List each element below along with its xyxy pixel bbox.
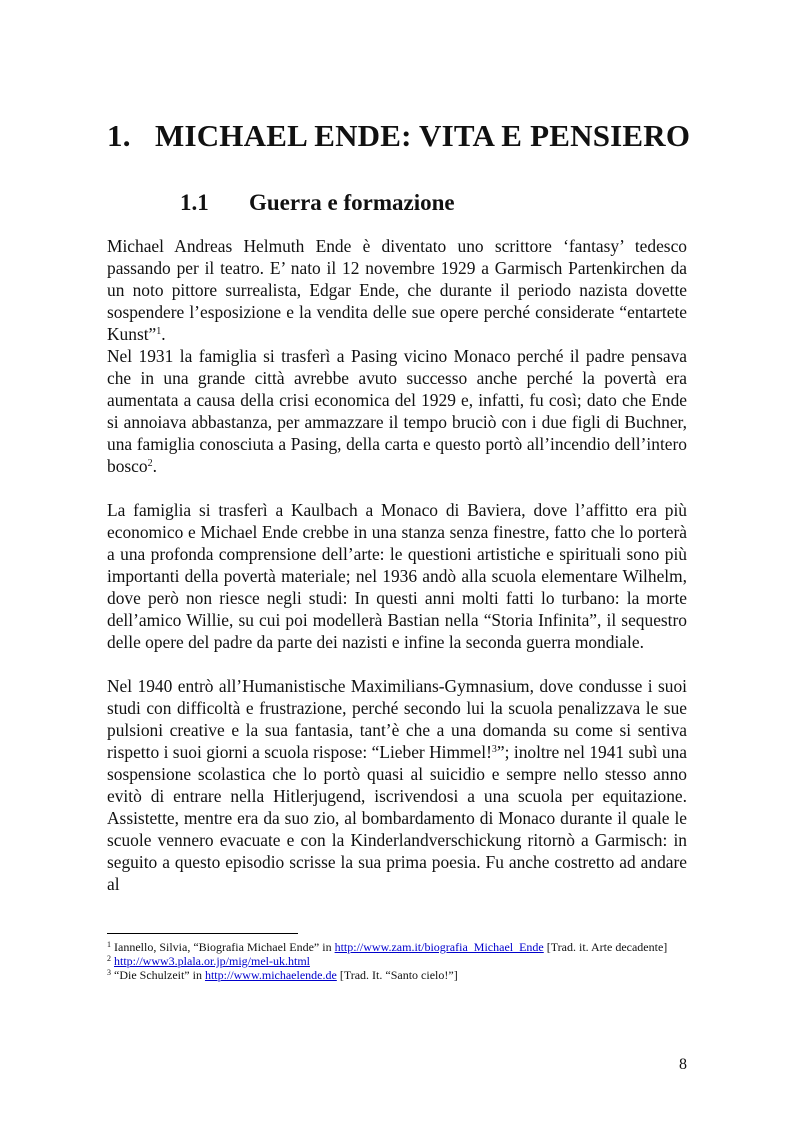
footnote-3-suffix: [Trad. It. “Santo cielo!”]	[336, 968, 458, 982]
page-number: 8	[679, 1056, 687, 1073]
section-title: Guerra e formazione	[249, 190, 455, 215]
footnote-2-link[interactable]: http://www3.plala.or.jp/mig/mel-uk.html	[114, 954, 310, 968]
paragraph-4-text-a: Nel 1940 entrò all’Humanistische Maximilians-Gymnasium, dove condusse i suoi studi con difficoltà e frustrazione, perché secondo lui la scuola penalizzava le sue pulsioni creative e la sua fantasia, tant’è che a una domanda su come si sentiva rispetto i suoi giorni a scuola rispose: “Lieber Himmel!	[107, 676, 687, 762]
footnote-1-link[interactable]: http://www.zam.it/biografia_Michael_Ende	[334, 940, 544, 954]
footnote-2	[107, 954, 687, 968]
paragraph-1-end: .	[161, 324, 166, 344]
body-text	[107, 235, 687, 895]
chapter-title: MICHAEL ENDE: VITA E PENSIERO	[155, 118, 691, 153]
footnote-ref-3[interactable]: 3	[491, 744, 497, 755]
footnote-ref-2[interactable]: 2	[147, 458, 153, 469]
footnote-1-suffix: [Trad. it. Arte decadente]	[543, 940, 668, 954]
chapter-heading	[107, 118, 690, 154]
footnote-3-link[interactable]: http://www.michaelende.de	[204, 968, 337, 982]
chapter-number: 1.	[107, 118, 131, 153]
footnote-3-text: “Die Schulzeit” in	[111, 968, 205, 982]
footnote-mark-1: 1	[107, 940, 111, 949]
footnote-1-text: Iannello, Silvia, “Biografia Michael Ende” in	[111, 940, 335, 954]
paragraph-1	[107, 235, 687, 345]
paragraph-2	[107, 345, 687, 477]
section-heading	[180, 190, 455, 216]
footnotes	[107, 940, 687, 982]
footnote-3	[107, 968, 687, 982]
paragraph-2-end: .	[152, 456, 157, 476]
paragraph-4-text-b: ”; inoltre nel 1941 subì una sospensione scolastica che lo portò quasi al suicidio e sempre nello stesso anno evitò di entrare nella Hitlerjugend, iscrivendosi a una scuola per equitazione. Assistette, mentre era da suo zio, al bombardamento di Monaco durante il quale le scuole vennero evacuate e con la Kinderlandverschickung ritornò a Garmisch: in seguito a questo episodio scrisse la sua prima poesia. Fu anche costretto ad andare al	[107, 742, 688, 894]
footnote-mark-2: 2	[107, 954, 111, 963]
paragraph-2-text: Nel 1931 la famiglia si trasferì a Pasing vicino Monaco perché il padre pensava che in una grande città avrebbe avuto successo anche perché la povertà era aumentata a causa della crisi economica del 1929 e, infatti, fu così; dato che Ende si annoiava abbastanza, per ammazzare il tempo bruciò con i due figli di Buchner, una famiglia conosciuta a Pasing, della carta e questo portò all’incendio dell’intero bosco	[107, 346, 687, 476]
paragraph-1-text: Michael Andreas Helmuth Ende è diventato uno scrittore ‘fantasy’ tedesco passando per il teatro. E’ nato il 12 novembre 1929 a Garmisch Partenkirchen da un noto pittore surrealista, Edgar Ende, che durante il periodo nazista dovette sospendere l’esposizione e la vendita delle sue opere perché considerate “entartete Kunst”	[107, 236, 687, 344]
paragraph-4	[107, 675, 687, 895]
footnote-1	[107, 940, 687, 954]
section-number: 1.1	[180, 190, 209, 215]
footnote-separator	[107, 933, 298, 934]
footnote-mark-3: 3	[107, 968, 111, 977]
footnote-ref-1[interactable]: 1	[156, 326, 162, 337]
paragraph-3: La famiglia si trasferì a Kaulbach a Monaco di Baviera, dove l’affitto era più economico e Michael Ende crebbe in una stanza senza finestre, fatto che lo porterà a una profonda comprensione dell’arte: le questioni artistiche e spirituali sono più importanti della povertà materiale; nel 1936 andò alla scuola elementare Wilhelm, dove però non riesce negli studi: In questi anni molti fatti lo turbano: la morte dell’amico Willie, su cui poi modellerà Bastian nella “Storia Infinita”, il sequestro delle opere del padre da parte dei nazisti e infine la seconda guerra mondiale.	[107, 500, 687, 652]
